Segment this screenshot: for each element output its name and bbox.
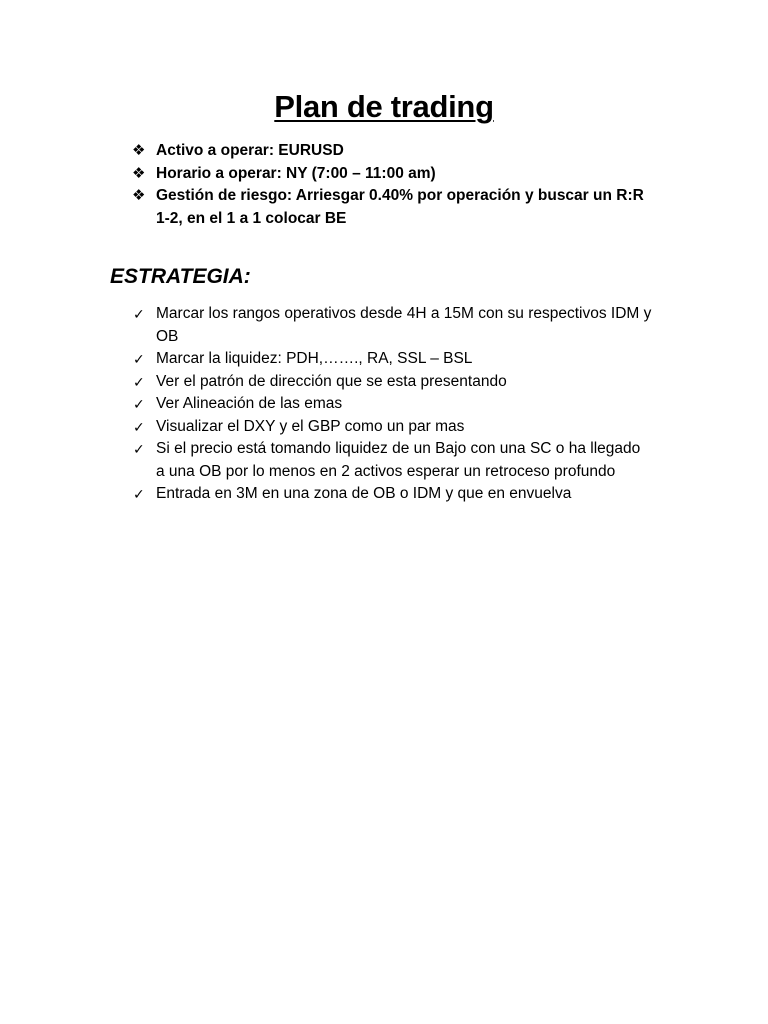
list-item-text: Entrada en 3M en una zona de OB o IDM y que en envuelva bbox=[156, 485, 572, 502]
list-item-text: Gestión de riesgo: Arriesgar 0.40% por operación y buscar un R:R 1-2, en el 1 a 1 colocar BE bbox=[156, 187, 644, 227]
checkmark-icon: ✓ bbox=[133, 373, 145, 390]
list-item-text: Marcar los rangos operativos desde 4H a 15M con su respectivos IDM y OB bbox=[156, 305, 652, 345]
list-item bbox=[132, 163, 652, 186]
list-item bbox=[132, 140, 652, 163]
diamond-bullet-icon: ❖ bbox=[132, 187, 146, 204]
list-item bbox=[132, 303, 652, 348]
checkmark-icon: ✓ bbox=[133, 396, 145, 412]
list-item bbox=[132, 483, 652, 506]
trading-plan-list bbox=[132, 140, 652, 230]
checkmark-icon: ✓ bbox=[133, 351, 145, 367]
list-item bbox=[132, 416, 652, 439]
list-item bbox=[132, 185, 652, 230]
list-item-text: Marcar la liquidez: PDH,……., RA, SSL – BSL bbox=[156, 350, 473, 367]
diamond-bullet-icon: ❖ bbox=[132, 164, 146, 182]
checkmark-icon: ✓ bbox=[133, 306, 145, 322]
list-item-text: Ver Alineación de las emas bbox=[156, 395, 343, 412]
checkmark-icon: ✓ bbox=[133, 486, 145, 502]
checkmark-icon: ✓ bbox=[133, 441, 145, 457]
list-item bbox=[132, 393, 652, 416]
strategy-checklist bbox=[132, 303, 652, 506]
diamond-bullet-icon: ❖ bbox=[132, 142, 146, 159]
list-item bbox=[132, 438, 652, 483]
list-item-text: Horario a operar: NY (7:00 – 11:00 am) bbox=[156, 164, 436, 182]
list-item-text: Activo a operar: EURUSD bbox=[156, 142, 344, 159]
list-item-text: Visualizar el DXY y el GBP como un par mas bbox=[156, 417, 465, 435]
list-item-text: Si el precio está tomando liquidez de un Bajo con una SC o ha llegado a una OB por lo menos en 2 activos esperar un retroceso profundo bbox=[156, 440, 641, 480]
list-item-text: Ver el patrón de dirección que se esta presentando bbox=[156, 372, 507, 390]
list-item bbox=[132, 371, 652, 394]
document-title: Plan de trading bbox=[274, 89, 494, 124]
section-heading: ESTRATEGIA: bbox=[110, 265, 251, 288]
checkmark-icon: ✓ bbox=[133, 418, 145, 435]
list-item bbox=[132, 348, 652, 371]
